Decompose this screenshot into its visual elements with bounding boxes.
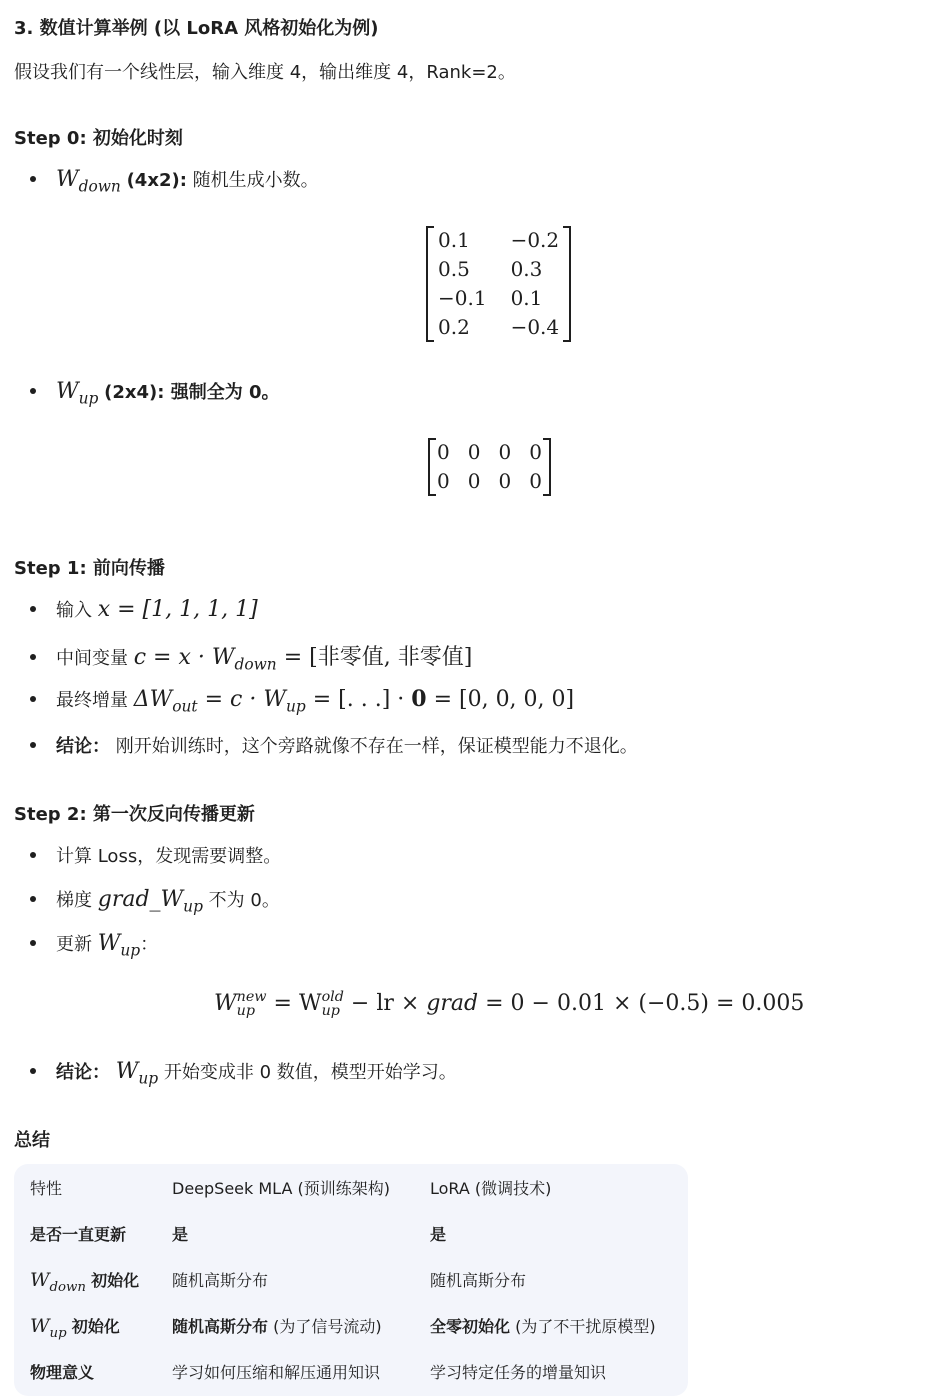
section-title: 3. 数值计算举例 (以 LoRA 风格初始化为例) <box>14 18 379 39</box>
wup-symbol: $W_{up}$ <box>56 379 99 408</box>
bullet-icon <box>30 742 36 748</box>
step2-title: Step 2: 第一次反向传播更新 <box>14 804 255 825</box>
list-item-conclusion2: 结论： $W_{up}$ 开始变成非 0 数值，模型开始学习。 <box>30 1058 457 1084</box>
summary-table <box>14 1164 688 1396</box>
bullet-icon <box>30 388 36 394</box>
list-item-loss: 计算 Loss，发现需要调整。 <box>30 842 281 868</box>
bullet-icon <box>30 606 36 612</box>
wdown-dim: (4x2): <box>126 170 187 191</box>
table-row: 特性 DeepSeek MLA (预训练架构) LoRA (微调技术) <box>30 1178 552 1198</box>
step0-title: Step 0: 初始化时刻 <box>14 128 183 149</box>
wup-matrix: 0 0 0 0 0 0 0 0 <box>428 438 551 496</box>
list-item-wdown <box>30 166 319 196</box>
table-row: $W_{down}$ 初始化 随机高斯分布 随机高斯分布 <box>30 1268 527 1295</box>
list-item-wup <box>30 378 280 408</box>
list-item-delta: 最终增量 $\Delta W_{out} = c \cdot W_{up}$ = [. . .] · 0 = [0, 0, 0, 0] <box>30 686 574 712</box>
summary-title: 总结 <box>14 1130 50 1151</box>
wdown-desc: 随机生成小数。 <box>192 170 319 191</box>
update-formula: W new up = W old up − lr × grad = 0 − 0.01 × (−0.5) = 0.005 <box>214 989 805 1019</box>
table-row: 是否一直更新 是 是 <box>30 1224 447 1244</box>
wdown-matrix: 0.1 −0.2 0.5 0.3 −0.1 0.1 0.2 −0.4 <box>426 226 571 342</box>
list-item-conclusion1: 结论： 刚开始训练时，这个旁路就像不存在一样，保证模型能力不退化。 <box>30 732 638 758</box>
step1-title: Step 1: 前向传播 <box>14 558 165 579</box>
bullet-icon <box>30 176 36 182</box>
intro-text: 假设我们有一个线性层，输入维度 4，输出维度 4，Rank=2。 <box>14 62 516 83</box>
list-item-grad: 梯度 $grad\_W_{up}$ 不为 0。 <box>30 886 280 912</box>
wup-desc: (2x4): 强制全为 0。 <box>104 382 280 403</box>
bullet-icon <box>30 852 36 858</box>
table-row: $W_{up}$ 初始化 随机高斯分布 (为了信号流动) 全零初始化 (为了不干扰原模型) <box>30 1314 656 1341</box>
list-item-input: 输入 x = [1, 1, 1, 1] <box>30 596 258 622</box>
bullet-icon <box>30 654 36 660</box>
list-item-intermediate: 中间变量 $c = x \cdot W_{down}$ = [非零值, 非零值] <box>30 640 472 671</box>
bullet-icon <box>30 1068 36 1074</box>
table-row: 物理意义 学习如何压缩和解压通用知识 学习特定任务的增量知识 <box>30 1362 607 1382</box>
list-item-update: 更新 $W_{up}$： <box>30 930 158 956</box>
bullet-icon <box>30 696 36 702</box>
bullet-icon <box>30 896 36 902</box>
bullet-icon <box>30 940 36 946</box>
wdown-symbol: $W_{down}$ <box>56 167 121 196</box>
